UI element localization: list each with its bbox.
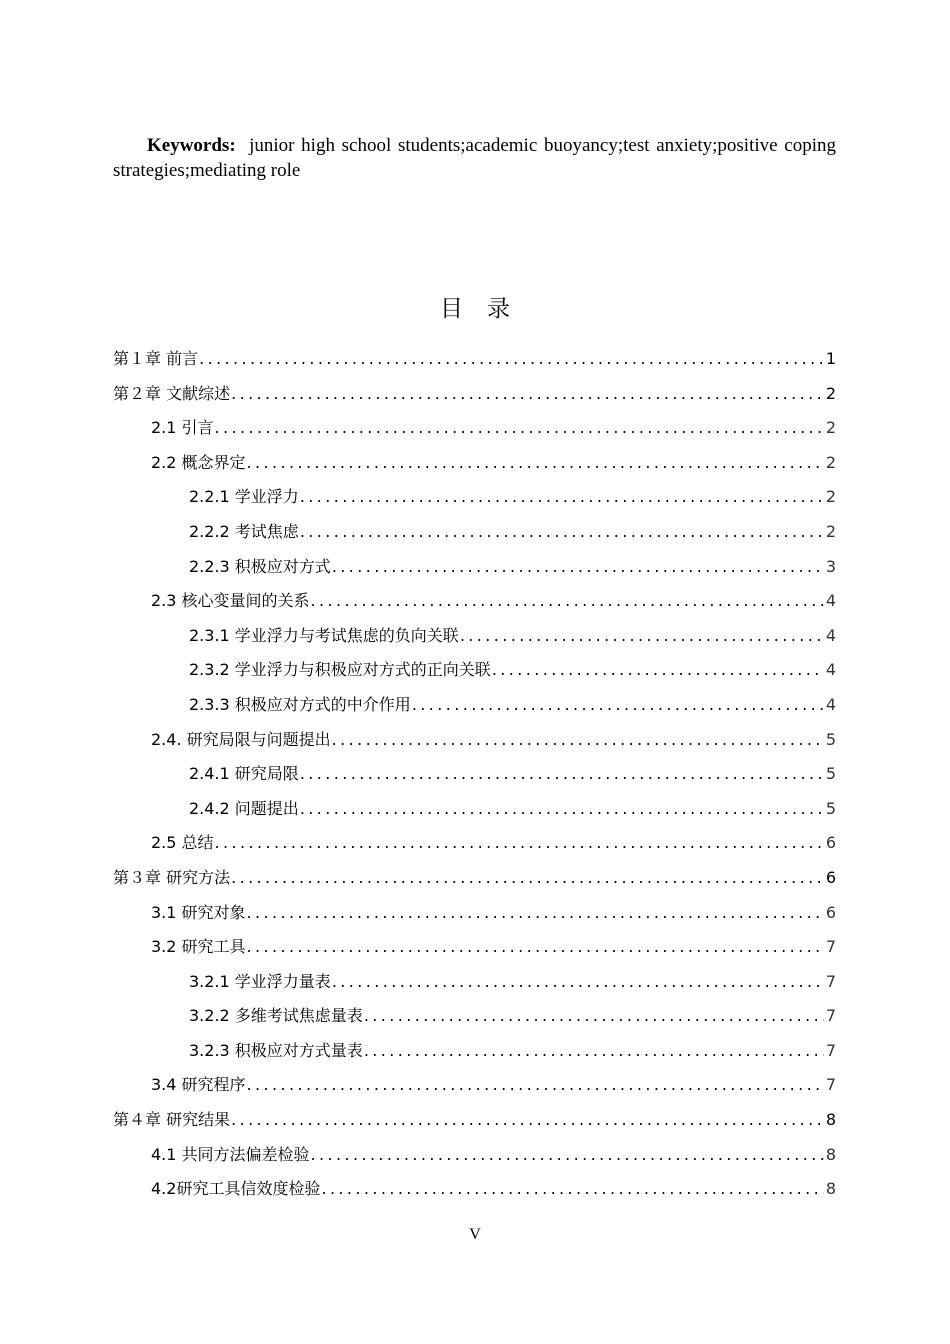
toc-entry-page: 4 <box>825 625 836 645</box>
toc-entry-title: 3.4 研究程序 <box>151 1075 246 1095</box>
dot-leader <box>311 1138 824 1173</box>
toc-entry-page: 4 <box>825 591 836 611</box>
toc-entry-title: 2.2.3 积极应对方式 <box>189 556 331 576</box>
toc-entry[interactable] <box>113 446 836 481</box>
dot-leader <box>412 688 824 723</box>
dot-leader <box>247 930 824 965</box>
toc-entry[interactable] <box>113 515 836 550</box>
toc-entry[interactable] <box>113 861 836 896</box>
toc-entry-page: 7 <box>825 937 836 957</box>
dot-leader <box>231 861 824 896</box>
toc-entry[interactable] <box>113 1034 836 1069</box>
toc-entry-title: 第３章 研究方法 <box>113 867 231 887</box>
toc-entry-title: 2.4.1 研究局限 <box>189 764 299 784</box>
toc-entry-page: 5 <box>825 729 836 749</box>
page-number: V <box>469 1226 481 1243</box>
toc-entry-title: 3.2 研究工具 <box>151 937 246 957</box>
toc-entry-title: 2.2.2 考试焦虑 <box>189 521 299 541</box>
toc-entry[interactable] <box>113 999 836 1034</box>
toc-entry-title: 2.3.2 学业浮力与积极应对方式的正向关联 <box>189 660 491 680</box>
dot-leader <box>199 342 824 377</box>
toc-entry-title: 2.5 总结 <box>151 833 214 853</box>
toc-entry-page: 5 <box>825 798 836 818</box>
toc-entry[interactable] <box>113 342 836 377</box>
dot-leader <box>231 377 824 412</box>
table-of-contents <box>113 342 836 1207</box>
toc-entry-page: 7 <box>825 971 836 991</box>
toc-entry[interactable] <box>113 792 836 827</box>
dot-leader <box>300 480 824 515</box>
toc-entry[interactable] <box>113 930 836 965</box>
toc-entry[interactable] <box>113 1068 836 1103</box>
dot-leader <box>364 1034 824 1069</box>
toc-entry[interactable] <box>113 550 836 585</box>
toc-entry[interactable] <box>113 480 836 515</box>
toc-entry[interactable] <box>113 1103 836 1138</box>
toc-entry-page: 7 <box>825 1075 836 1095</box>
toc-entry-title: 2.2.1 学业浮力 <box>189 487 299 507</box>
toc-entry-page: 7 <box>825 1006 836 1026</box>
toc-entry[interactable] <box>113 1138 836 1173</box>
toc-entry[interactable] <box>113 965 836 1000</box>
toc-entry-page: 8 <box>825 1179 836 1199</box>
toc-entry-page: 8 <box>825 1110 836 1130</box>
toc-entry-page: 4 <box>825 660 836 680</box>
toc-entry-title: 3.1 研究对象 <box>151 902 246 922</box>
dot-leader <box>231 1103 824 1138</box>
dot-leader <box>215 826 824 861</box>
toc-entry[interactable] <box>113 377 836 412</box>
dot-leader <box>247 896 824 931</box>
toc-entry-page: 6 <box>825 833 836 853</box>
toc-entry-title: 3.2.1 学业浮力量表 <box>189 971 331 991</box>
toc-entry-title: 2.1 引言 <box>151 418 214 438</box>
toc-entry-page: 2 <box>825 383 836 403</box>
toc-entry-page: 4 <box>825 694 836 714</box>
toc-entry-title: 2.2 概念界定 <box>151 452 246 472</box>
dot-leader <box>364 999 824 1034</box>
toc-entry-page: 7 <box>825 1040 836 1060</box>
toc-entry-page: 1 <box>825 349 836 368</box>
toc-entry-title: 第１章 前言 <box>113 349 199 368</box>
toc-entry[interactable] <box>113 584 836 619</box>
toc-entry-title: 3.2.2 多维考试焦虑量表 <box>189 1006 363 1026</box>
toc-entry-page: 6 <box>825 867 836 887</box>
toc-entry[interactable] <box>113 757 836 792</box>
toc-entry[interactable] <box>113 723 836 758</box>
dot-leader <box>321 1172 823 1207</box>
dot-leader <box>332 965 824 1000</box>
toc-entry-page: 3 <box>825 556 836 576</box>
toc-entry-title: 第２章 文献综述 <box>113 383 231 403</box>
toc-entry-page: 2 <box>825 487 836 507</box>
dot-leader <box>247 446 824 481</box>
toc-entry-page: 2 <box>825 452 836 472</box>
toc-entry-title: 2.4. 研究局限与问题提出 <box>151 729 331 749</box>
toc-entry-title: 2.3.3 积极应对方式的中介作用 <box>189 694 411 714</box>
toc-entry[interactable] <box>113 826 836 861</box>
dot-leader <box>332 723 824 758</box>
dot-leader <box>311 584 824 619</box>
toc-entry-page: 2 <box>825 521 836 541</box>
dot-leader <box>300 757 824 792</box>
dot-leader <box>300 515 824 550</box>
toc-entry-title: 3.2.3 积极应对方式量表 <box>189 1040 363 1060</box>
toc-entry-title: 4.1 共同方法偏差检验 <box>151 1144 310 1164</box>
dot-leader <box>492 653 824 688</box>
dot-leader <box>332 550 824 585</box>
toc-entry[interactable] <box>113 411 836 446</box>
keywords-label: Keywords: <box>147 135 236 156</box>
toc-entry[interactable] <box>113 619 836 654</box>
dot-leader <box>300 792 824 827</box>
toc-entry-title: 2.4.2 问题提出 <box>189 798 299 818</box>
toc-entry-title: 4.2研究工具信效度检验 <box>151 1179 321 1199</box>
toc-entry-title: 2.3.1 学业浮力与考试焦虑的负向关联 <box>189 625 459 645</box>
toc-entry-page: 8 <box>825 1144 836 1164</box>
toc-entry-title: 第４章 研究结果 <box>113 1110 231 1130</box>
toc-entry[interactable] <box>113 688 836 723</box>
toc-entry[interactable] <box>113 896 836 931</box>
dot-leader <box>215 411 824 446</box>
toc-entry-page: 6 <box>825 902 836 922</box>
toc-title: 目录 <box>440 296 534 322</box>
toc-entry[interactable] <box>113 1172 836 1207</box>
toc-entry-page: 5 <box>825 764 836 784</box>
dot-leader <box>460 619 824 654</box>
keywords-text: junior high school students;academic buoyancy;test anxiety;positive coping strategies;mediating role <box>113 135 836 181</box>
toc-entry-page: 2 <box>825 418 836 438</box>
toc-entry-title: 2.3 核心变量间的关系 <box>151 591 310 611</box>
keywords-paragraph <box>113 133 836 183</box>
toc-entry[interactable] <box>113 653 836 688</box>
dot-leader <box>247 1068 824 1103</box>
